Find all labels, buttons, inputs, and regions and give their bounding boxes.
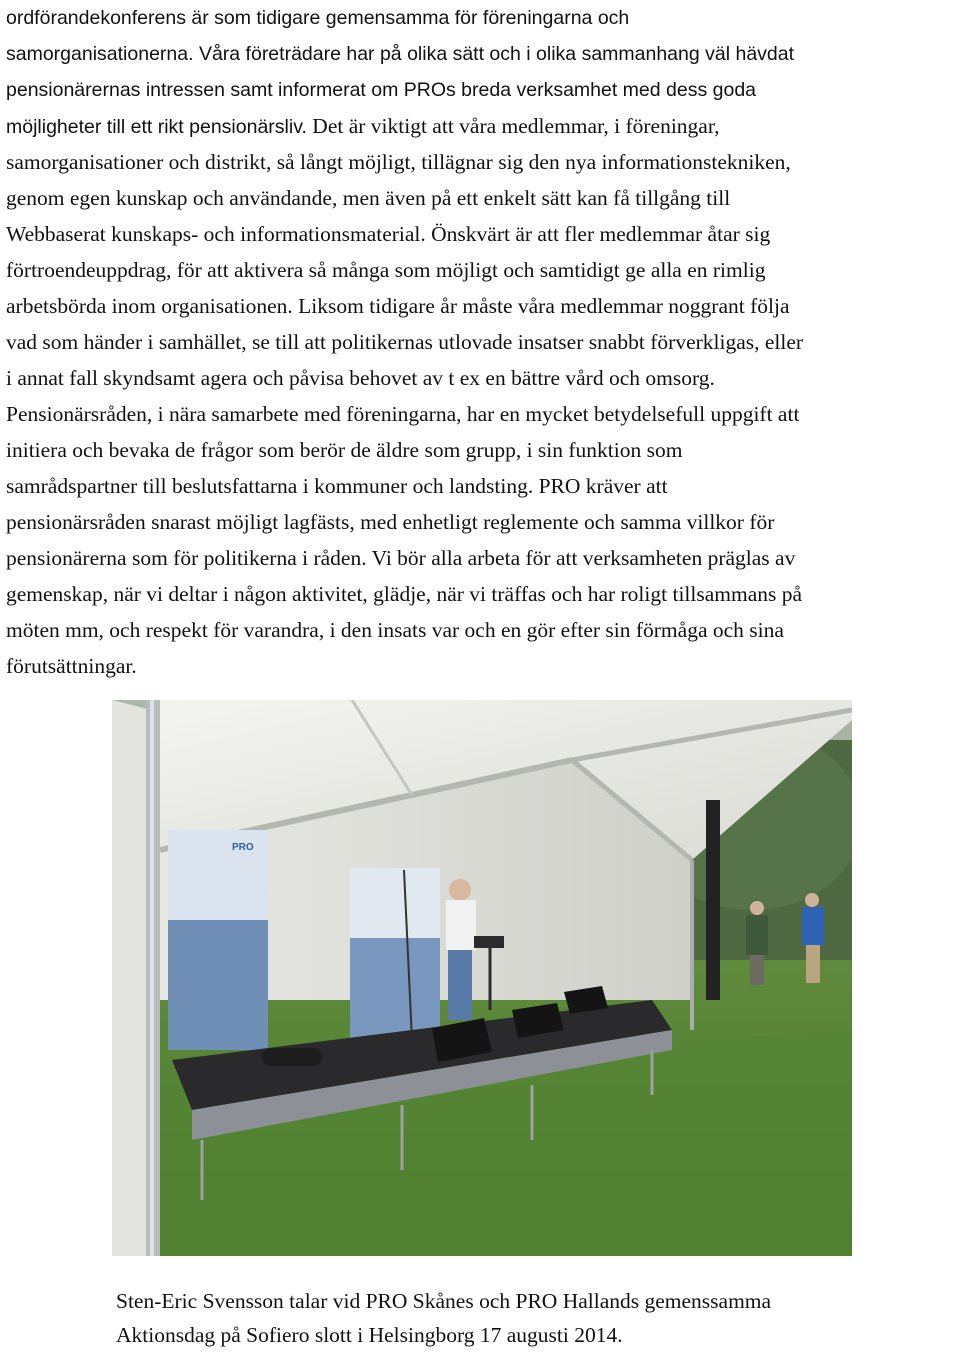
text-line: förutsättningar.: [6, 654, 137, 678]
text-line: förtroendeuppdrag, för att aktivera så många som möjligt och samtidigt ge alla en rimlig: [6, 258, 766, 282]
text-line: i annat fall skyndsamt agera och påvisa behovet av t ex en bättre vård och omsorg.: [6, 366, 715, 390]
text-line: genom egen kunskap och användande, men även på ett enkelt sätt kan få tillgång till: [6, 186, 731, 210]
text-line: samorganisationerna. Våra företrädare har på olika sätt och i olika sammanhang väl hävdat: [6, 43, 795, 65]
caption-line: Aktionsdag på Sofiero slott i Helsingborg 17 augusti 2014.: [116, 1323, 623, 1347]
text-line: pensionärsråden snarast möjligt lagfästs, med enhetligt reglemente och samma villkor för: [6, 510, 775, 534]
photo-illustration: [112, 700, 852, 1256]
person-head: [750, 901, 764, 915]
body-text: [6, 0, 958, 684]
text-line: arbetsbörda inom organisationen. Liksom tidigare år måste våra medlemmar noggrant följa: [6, 294, 790, 318]
caption-line: Sten-Eric Svensson talar vid PRO Skånes och PRO Hallands gemenssamma: [116, 1289, 772, 1313]
speaker-jeans: [448, 950, 472, 1020]
text-line: möten mm, och respekt för varandra, i den insats var och en gör efter sin förmåga och sina: [6, 618, 784, 642]
tent-pole-highlight: [150, 700, 154, 1256]
text-line: vad som händer i samhället, se till att politikernas utlovade insatser snabbt förverkligas, eller: [6, 330, 804, 354]
text-segment-sans: möjligheter till ett rikt pensionärsliv.: [6, 116, 307, 138]
person-legs: [750, 955, 764, 985]
person-jacket: [802, 907, 824, 945]
person-jacket: [746, 915, 768, 955]
text-line: ordförandekonferens är som tidigare gemensamma för föreningarna och: [6, 7, 630, 29]
text-line: pensionärerna som för politikerna i råden. Vi bör alla arbeta för att verksamheten präglas av: [6, 546, 796, 570]
lectern: [474, 936, 504, 948]
speaker-shirt: [446, 900, 476, 950]
text-line: initiera och bevaka de frågor som berör de äldre som grupp, i sin funktion som: [6, 438, 683, 462]
speaker-head: [449, 879, 471, 901]
text-line: Webbaserat kunskaps- och informationsmaterial. Önskvärt är att fler medlemmar åtar sig: [6, 222, 771, 246]
text-segment-serif: Det är viktigt att våra medlemmar, i föreningar,: [306, 114, 720, 138]
event-photo: [112, 700, 852, 1256]
text-line: gemenskap, när vi deltar i någon aktivitet, glädje, när vi träffas och har roligt tillsammans på: [6, 582, 803, 606]
banner-middle-top: [350, 868, 440, 938]
text-line: samorganisationer och distrikt, så långt möjligt, tillägnar sig den nya informationstekniken,: [6, 150, 791, 174]
photo-caption: [116, 1284, 936, 1352]
person-head: [805, 893, 819, 907]
person-legs: [806, 945, 820, 983]
guitar-case: [262, 1048, 322, 1066]
text-line: pensionärernas intressen samt informerat om PROs breda verksamhet med dess goda: [6, 79, 757, 101]
banner-logo: PRO: [232, 842, 254, 853]
text-line: Pensionärsråden, i nära samarbete med föreningarna, har en mycket betydelsefull uppgift att: [6, 402, 800, 426]
pa-speaker: [706, 800, 720, 1000]
text-line: [6, 108, 958, 144]
text-line: samrådspartner till beslutsfattarna i kommuner och landsting. PRO kräver att: [6, 474, 668, 498]
